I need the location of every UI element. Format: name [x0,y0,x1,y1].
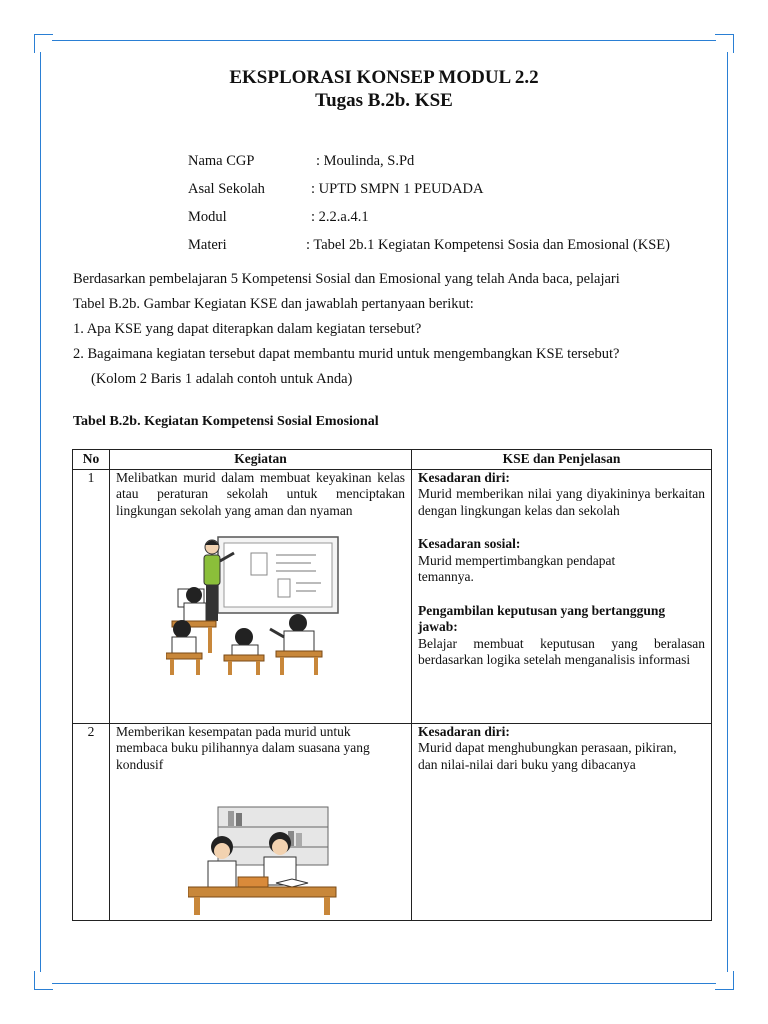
info-label: Nama CGP [188,153,255,169]
info-value: : 2.2.a.4.1 [311,209,369,225]
question-2: 2. Bagaimana kegiatan tersebut dapat membantu murid untuk mengembangkan KSE tersebut? [73,346,620,362]
kse-heading: Kesadaran diri: [418,469,510,485]
kse-cell [412,723,712,920]
kse-cell [412,469,712,723]
kegiatan-cell [110,469,412,723]
reading-illustration [188,803,338,915]
row-number: 1 [73,469,110,723]
frame-left-line [40,52,41,972]
frame-corner-top-left [34,34,53,53]
table-row [73,469,712,723]
kse-heading: Kesadaran diri: [418,723,510,739]
info-value: : Tabel 2b.1 Kegiatan Kompetensi Sosia dan Emosional (KSE) [306,237,670,253]
kse-explanation: Belajar membuat keputusan yang beralasan berdasarkan logika setelah menganalisis informasi [418,635,705,667]
frame-corner-bottom-left [34,971,53,990]
kse-table [72,449,712,921]
info-value: : UPTD SMPN 1 PEUDADA [311,181,484,197]
example-note: (Kolom 2 Baris 1 adalah contoh untuk Anda) [91,371,353,387]
info-label: Materi [188,237,227,253]
table-row [73,723,712,920]
intro-line: Tabel B.2b. Gambar Kegiatan KSE dan jawablah pertanyaan berikut: [73,296,474,312]
table-title: Tabel B.2b. Kegiatan Kompetensi Sosial Emosional [73,414,379,429]
header-kse: KSE dan Penjelasan [412,450,712,470]
frame-right-line [727,52,728,972]
document-subtitle: Tugas B.2b. KSE [315,90,453,111]
frame-bottom-line [52,983,716,984]
document-title: EKSPLORASI KONSEP MODUL 2.2 [229,67,539,88]
header-no: No [73,450,110,470]
intro-line: Berdasarkan pembelajaran 5 Kompetensi Sosial dan Emosional yang telah Anda baca, pelajari [73,271,620,287]
question-1: 1. Apa KSE yang dapat diterapkan dalam kegiatan tersebut? [73,321,422,337]
kse-explanation: Murid dapat menghubungkan perasaan, pikiran, dan nilai-nilai dari buku yang dibacanya [418,740,677,772]
frame-corner-top-right [715,34,734,53]
kse-explanation: Murid memberikan nilai yang diyakininya berkaitan dengan lingkungan kelas dan sekolah [418,486,705,518]
kegiatan-text: Memberikan kesempatan pada murid untuk membaca buku pilihannya dalam suasana yang kondusif [116,723,370,772]
kse-heading: Kesadaran sosial: [418,536,521,551]
frame-top-line [52,40,716,41]
frame-corner-bottom-right [715,971,734,990]
classroom-illustration [166,533,346,675]
kegiatan-text: Melibatkan murid dalam membuat keyakinan kelas atau peraturan sekolah untuk menciptakan lingkungan sekolah yang aman dan nyaman [116,469,405,518]
kse-explanation: Murid mempertimbangkan pendapat temannya. [418,552,616,584]
info-label: Modul [188,209,227,225]
table-header-row [73,450,712,470]
header-kegiatan: Kegiatan [110,450,412,470]
info-value: : Moulinda, S.Pd [316,153,415,169]
info-label: Asal Sekolah [188,181,265,197]
kse-heading: Pengambilan keputusan yang bertanggung jawab: [418,602,666,634]
row-number: 2 [73,723,110,920]
kegiatan-cell [110,723,412,920]
